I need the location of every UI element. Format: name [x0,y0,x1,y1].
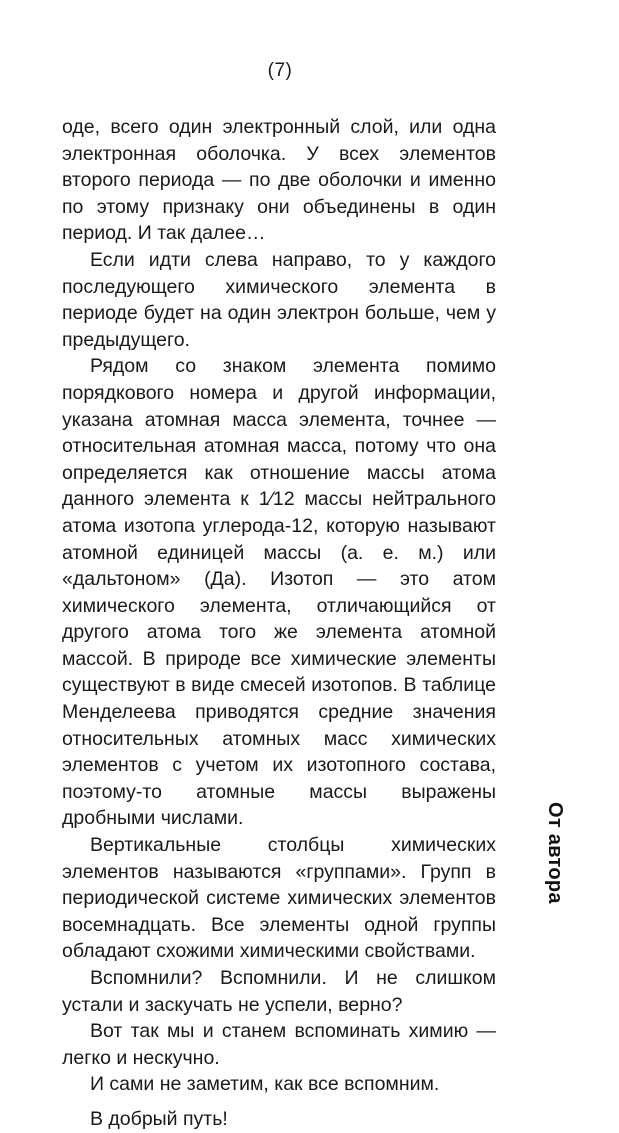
body-text [62,114,496,1133]
paragraph-7: И сами не заметим, как все вспомним. [90,1073,440,1096]
paragraph-4: Вертикальные столбцы химических элементов называются «группами». Групп в периодической системе химических элементов восемнадцать. Все элементы одной группы обладают схожими химическими свойствами. [62,834,496,963]
paragraph-5: Вспомнили? Вспомнили. И не слишком устали и заскучать не успели, верно? [62,967,496,1016]
section-side-label: От автора [544,802,566,904]
paragraph-8: В добрый путь! [90,1107,228,1130]
paragraph-6: Вот так мы и станем вспоминать химию — легко и нескучно. [62,1020,496,1069]
paragraph-2: Если идти слева направо, то у каждого последующего химического элемента в периоде будет на один электрон больше, чем у предыдущего. [62,248,496,351]
page-number: (7) [267,60,293,81]
paragraph-3: Рядом со знаком элемента помимо порядкового номера и другой информации, указана атомная масса элемента, точнее — относительная атомная масса, потому что она определяется как отношение массы атома данного элемента к 1⁄12 массы нейтрального атома изотопа углерода-12, которую называют атомной единицей массы (а. е. м.) или «дальтоном» (Да). Изотоп — это атом химического элемента, отличающийся от другого атома того же элемента атомной массой. В природе все химические элементы существуют в виде смесей изотопов. В таблице Менделеева приводятся средние значения относительных атомных масс химических элементов с учетом их изотопного состава, поэтому-то атомные массы выражены дробными числами. [62,355,496,830]
paragraph-1: оде, всего один электронный слой, или одна электронная оболочка. У всех элементов второго периода — по две оболочки и именно по этому признаку они объединены в один период. И так далее… [62,116,496,245]
